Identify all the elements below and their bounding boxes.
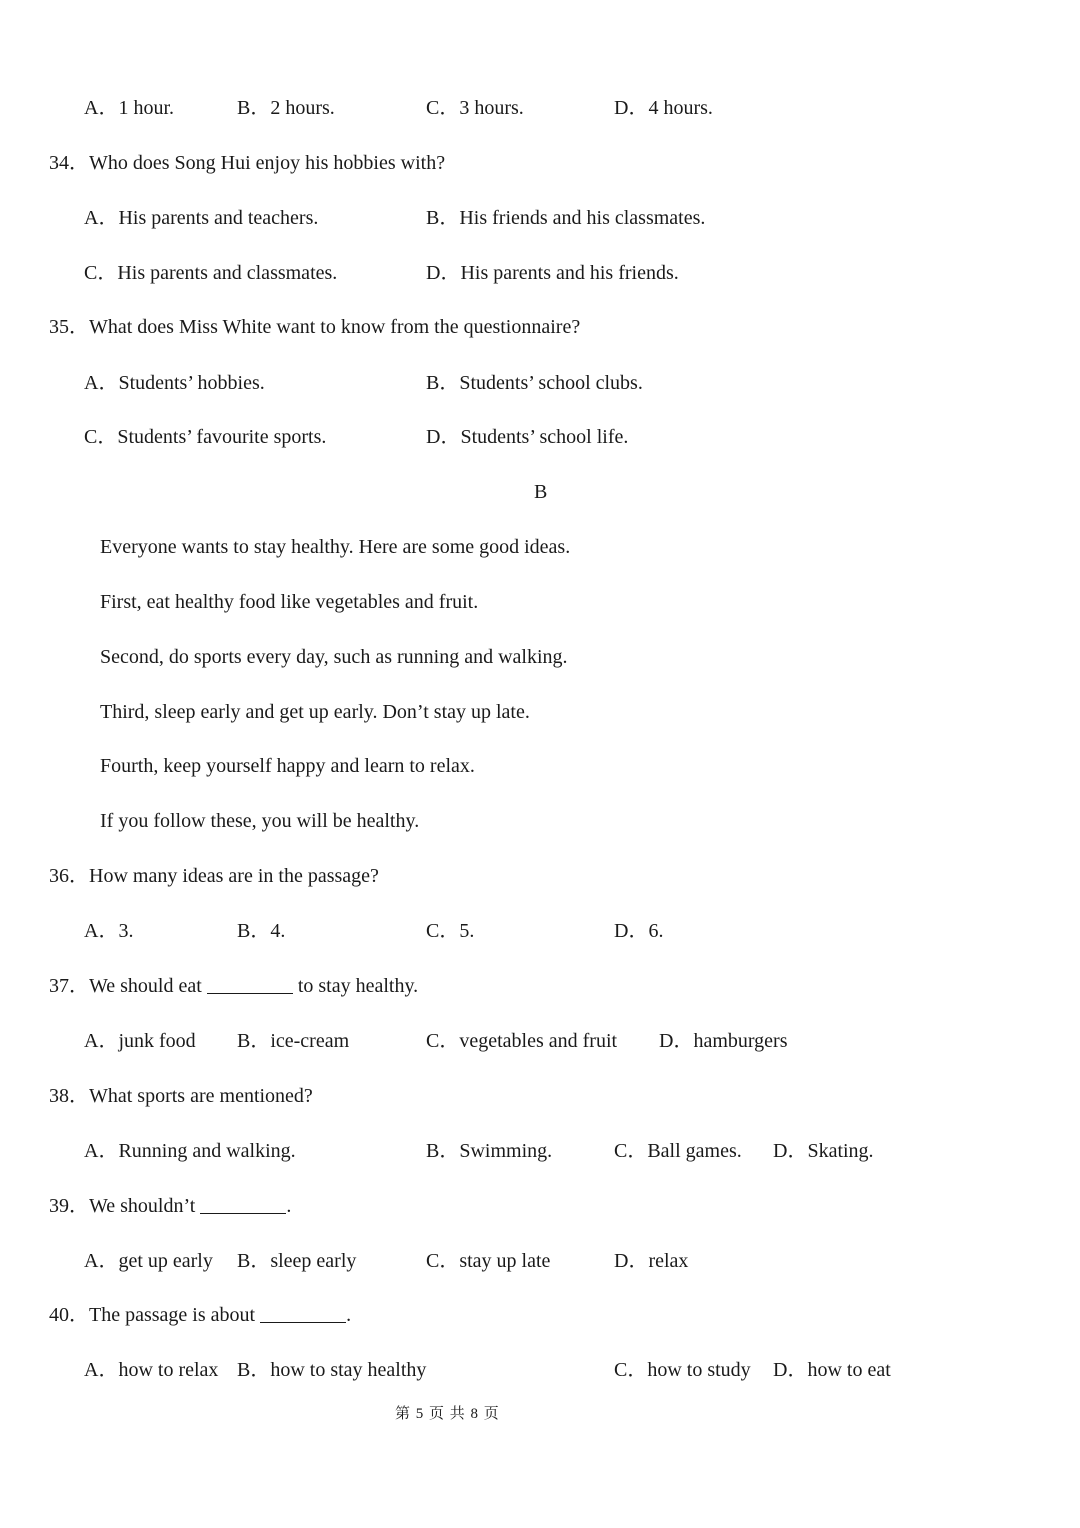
passage-line: Fourth, keep yourself happy and learn to relax. (100, 755, 475, 777)
q34-option-c: C．His parents and classmates. (84, 262, 338, 284)
passage-line: Second, do sports every day, such as running and walking. (100, 646, 568, 668)
q36-option-a: A．3. (84, 920, 134, 942)
q37-option-a: A．junk food (84, 1030, 196, 1052)
q34-option-d: D．His parents and his friends. (426, 262, 679, 284)
q37-stem-after: to stay healthy. (292, 975, 419, 997)
q38-option-d: D．Skating. (773, 1140, 874, 1162)
q40-stem (49, 1303, 351, 1327)
q39-stem-after: . (286, 1195, 292, 1217)
answer-blank (200, 1195, 286, 1214)
q39-stem (49, 1194, 291, 1218)
q35-option-b: B．Students’ school clubs. (426, 372, 643, 394)
q40-stem-after: . (346, 1304, 352, 1326)
passage-line: First, eat healthy food like vegetables and fruit. (100, 591, 479, 613)
answer-blank (260, 1304, 346, 1323)
q34-stem: 34．Who does Song Hui enjoy his hobbies with? (49, 152, 446, 174)
passage-line: If you follow these, you will be healthy. (100, 810, 420, 832)
passage-line: Third, sleep early and get up early. Don’t stay up late. (100, 701, 530, 723)
q36-option-c: C．5. (426, 920, 475, 942)
q38-option-c: C．Ball games. (614, 1140, 742, 1162)
q39-stem-before: 39．We shouldn’t (49, 1195, 201, 1217)
q38-stem: 38．What sports are mentioned? (49, 1085, 313, 1107)
q33-option-a: A．1 hour. (84, 97, 174, 119)
q40-stem-before: 40．The passage is about (49, 1304, 261, 1326)
q38-option-b: B．Swimming. (426, 1140, 553, 1162)
q37-stem-before: 37．We should eat (49, 975, 207, 997)
q40-option-a: A．how to relax (84, 1359, 219, 1381)
q35-option-a: A．Students’ hobbies. (84, 372, 265, 394)
q33-option-b: B．2 hours. (237, 97, 335, 119)
q35-option-d: D．Students’ school life. (426, 426, 629, 448)
q33-option-c: C．3 hours. (426, 97, 524, 119)
answer-blank (207, 975, 293, 994)
q39-option-b: B．sleep early (237, 1250, 357, 1272)
q36-option-b: B．4. (237, 920, 286, 942)
q40-option-d: D．how to eat (773, 1359, 891, 1381)
q39-option-c: C．stay up late (426, 1250, 551, 1272)
q38-option-a: A．Running and walking. (84, 1140, 296, 1162)
page-footer: 第 5 页 共 8 页 (395, 1406, 500, 1422)
q37-option-b: B．ice-cream (237, 1030, 350, 1052)
q33-option-d: D．4 hours. (614, 97, 713, 119)
q35-option-c: C．Students’ favourite sports. (84, 426, 327, 448)
q37-stem (49, 974, 418, 998)
q37-option-c: C．vegetables and fruit (426, 1030, 618, 1052)
q35-stem: 35．What does Miss White want to know from the questionnaire? (49, 316, 581, 338)
q37-option-d: D．hamburgers (659, 1030, 788, 1052)
q34-option-a: A．His parents and teachers. (84, 207, 319, 229)
q39-option-d: D．relax (614, 1250, 689, 1272)
section-b-heading: B (534, 481, 548, 503)
q39-option-a: A．get up early (84, 1250, 213, 1272)
q40-option-b: B．how to stay healthy (237, 1359, 427, 1381)
q34-option-b: B．His friends and his classmates. (426, 207, 706, 229)
q36-option-d: D．6. (614, 920, 664, 942)
passage-line: Everyone wants to stay healthy. Here are some good ideas. (100, 536, 571, 558)
q36-stem: 36．How many ideas are in the passage? (49, 865, 379, 887)
q40-option-c: C．how to study (614, 1359, 751, 1381)
